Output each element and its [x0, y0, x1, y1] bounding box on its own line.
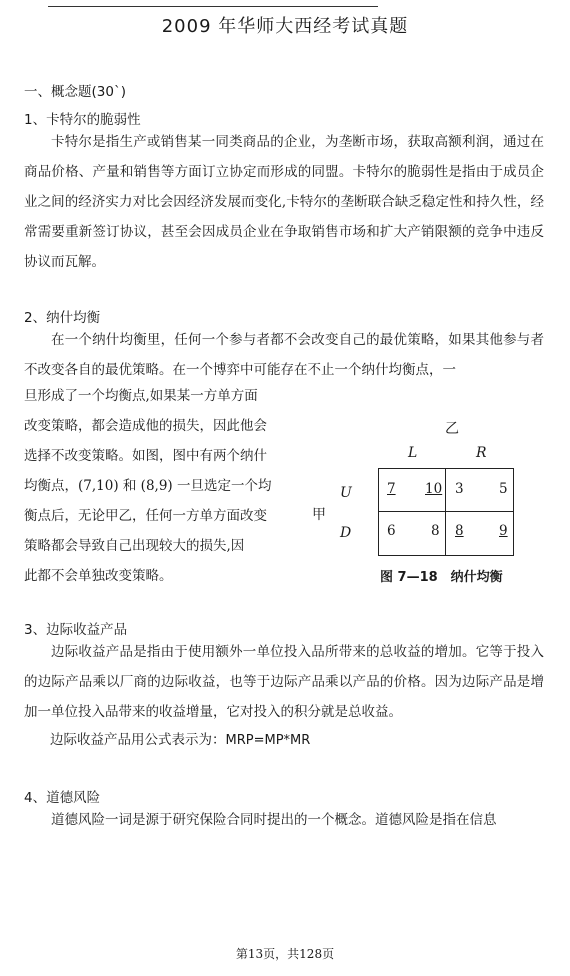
page-title: 2009 年华师大西经考试真题 — [161, 16, 409, 37]
payoff-cell: 10 — [425, 481, 443, 497]
payoff-cell: 6 — [387, 523, 396, 539]
row-label-u: U — [340, 485, 352, 501]
q2-line: 改变策略，都会造成他的损失，因此他会 — [24, 418, 267, 434]
q3-heading: 3、边际收益产品 — [24, 622, 128, 638]
q2-line: 旦形成了一个均衡点,如果某一方单方面 — [24, 388, 258, 404]
q2-line: 选择不改变策略。如图，图中有两个纳什 — [24, 448, 267, 464]
q2-line: 策略都会导致自己出现较大的损失,因 — [24, 538, 245, 554]
q4-heading: 4、道德风险 — [24, 790, 101, 806]
payoff-cell: 7 — [387, 481, 396, 497]
top-rule — [48, 6, 378, 7]
nash-equilibrium-figure — [300, 410, 550, 590]
matrix-divider-horizontal — [379, 511, 513, 512]
section-heading: 一、概念题(30`) — [24, 84, 126, 100]
column-label-r: R — [476, 445, 487, 461]
q2-paragraph: 在一个纳什均衡里，任何一个参与者都不会改变自己的最优策略，如果其他参与者不改变各自的最优策略。在一个博弈中可能存在不止一个纳什均衡点，一 — [24, 332, 544, 378]
q2-heading: 2、纳什均衡 — [24, 310, 101, 326]
payoff-cell: 8 — [455, 523, 464, 539]
row-label-d: D — [340, 525, 352, 541]
q1-paragraph: 卡特尔是指生产或销售某一同类商品的企业，为垄断市场，获取高额利润，通过在商品价格、产量和销售等方面订立协定而形成的同盟。卡特尔的脆弱性是指由于成员企业之间的经济实力对比会因经济发展而变化,卡特尔的垄断联合缺乏稳定性和持久性，经常需要重新签订协议，甚至会因成员企业在争取销售市场和扩大产销限额的竞争中违反协议而瓦解。 — [24, 134, 544, 270]
payoff-cell: 3 — [455, 481, 464, 497]
q4-paragraph: 道德风险一词是源于研究保险合同时提出的一个概念。道德风险是指在信息 — [51, 812, 497, 828]
q2-line: 均衡点，(7,10) 和 (8,9) 一旦选定一个均 — [24, 478, 272, 494]
q3-formula-line — [50, 728, 310, 748]
matrix-divider-vertical — [445, 469, 446, 555]
q2-paragraph-continued — [24, 381, 286, 591]
q2-line: 此都不会单独改变策略。 — [24, 568, 173, 584]
q3-paragraph: 边际收益产品是指由于使用额外一单位投入品所带来的总收益的增加。它等于投入的边际产品乘以厂商的边际收益，也等于边际产品乘以产品的价格。因为边际产品是增加一单位投入品带来的收益增量，它对投入的积分就是总收益。 — [24, 644, 544, 720]
payoff-cell: 8 — [431, 523, 440, 539]
payoff-matrix — [378, 468, 514, 556]
payoff-cell: 5 — [499, 481, 508, 497]
page-number: 第13页，共128页 — [235, 947, 335, 961]
formula-label: 边际收益产品用公式表示为： — [50, 732, 226, 748]
player1-label: 甲 — [312, 507, 326, 523]
player2-label: 乙 — [445, 421, 459, 437]
formula: MRP=MP*MR — [225, 733, 311, 748]
column-label-l: L — [408, 445, 418, 461]
q1-heading: 1、卡特尔的脆弱性 — [24, 112, 141, 128]
payoff-cell: 9 — [499, 523, 508, 539]
figure-caption: 图 7—18 纳什均衡 — [380, 570, 503, 585]
q2-line: 衡点后，无论甲乙，任何一方单方面改变 — [24, 508, 267, 524]
